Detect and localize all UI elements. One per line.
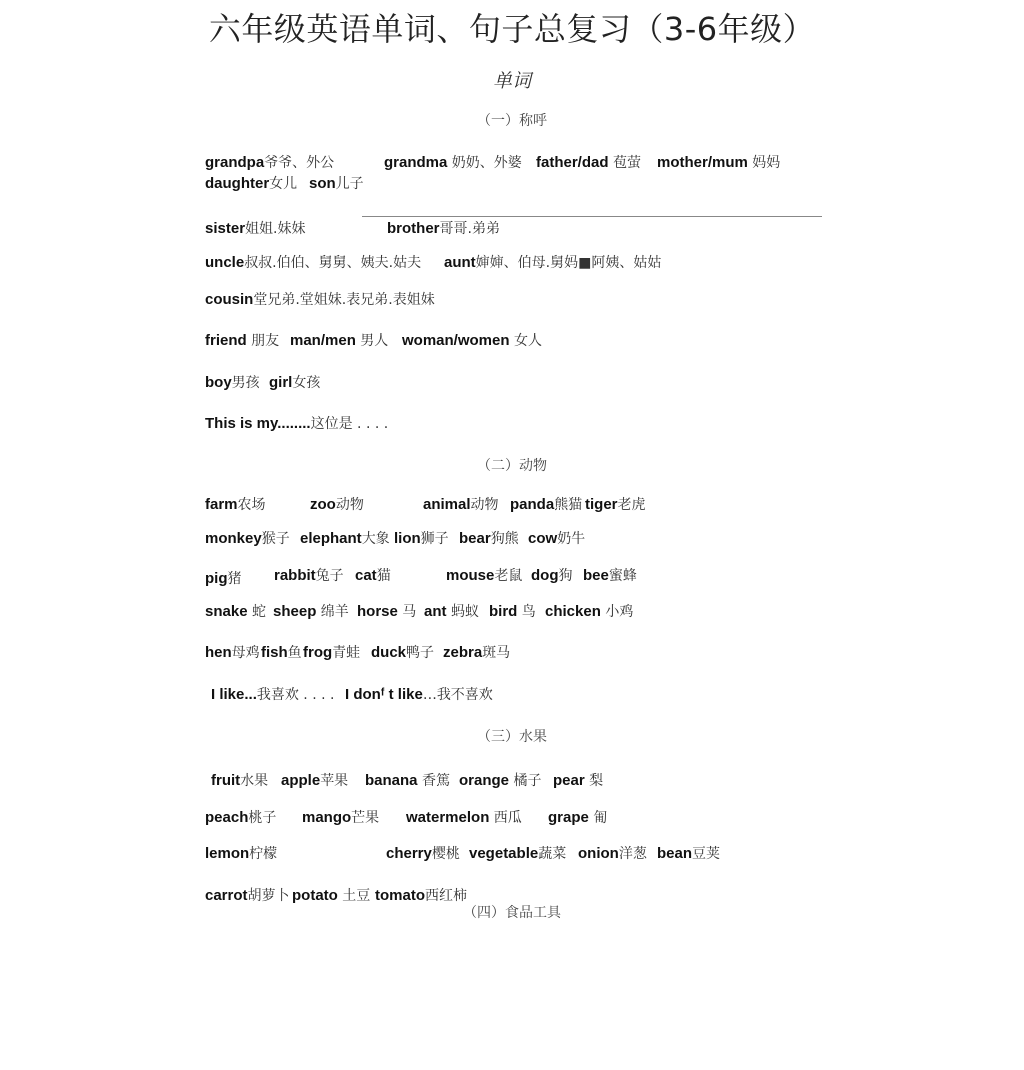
vocab-word: son [309, 175, 336, 192]
vocab-word: cousin [205, 291, 254, 308]
vocab-entry [394, 528, 449, 548]
vocab-entry [459, 770, 541, 790]
vocab-entry [489, 601, 536, 621]
vocab-meaning: 兔子 [315, 568, 344, 584]
vocab-meaning: 橘子 [509, 773, 542, 789]
vocab-entry [205, 372, 260, 392]
vocab-word: monkey [205, 530, 262, 547]
vocab-meaning: 苹果 [320, 773, 349, 789]
vocab-meaning: 梨 [584, 773, 604, 789]
vocab-entry [310, 494, 364, 514]
horizontal-rule [362, 216, 822, 217]
vocab-word: grape [548, 809, 589, 826]
vocab-meaning: 猴子 [261, 531, 290, 547]
vocab-entry [205, 494, 266, 514]
vocab-word: brother [387, 220, 440, 237]
vocab-meaning: 蚂蚁 [446, 604, 479, 620]
vocab-word: friend [205, 332, 247, 349]
vocab-entry [386, 843, 460, 863]
vocab-entry [273, 601, 349, 621]
vocab-word: I like... [211, 686, 257, 703]
vocab-entry [302, 807, 379, 827]
vocab-meaning: 婶婶、伯母.舅妈■阿姨、姑姑 [475, 255, 662, 271]
vocab-meaning: 动物 [470, 497, 499, 513]
vocab-entry [585, 494, 646, 514]
vocab-word: mango [302, 809, 352, 826]
vocab-meaning: 朋友 [246, 333, 280, 349]
vocab-meaning: 水果 [240, 773, 269, 789]
vocab-word: grandma [384, 154, 448, 171]
vocab-meaning: 小鸡 [600, 604, 634, 620]
vocab-word: grandpa [205, 154, 265, 171]
vocab-entry [261, 642, 302, 662]
vocab-entry [300, 528, 390, 548]
vocab-meaning: 狗 [558, 568, 573, 584]
vocab-meaning: 动物 [335, 497, 364, 513]
vocab-word: zoo [310, 496, 336, 513]
vocab-meaning: 香篤 [417, 773, 450, 789]
vocab-entry [444, 252, 661, 272]
vocab-entry [548, 807, 607, 827]
vocab-meaning: 青蛙 [332, 645, 361, 661]
vocab-entry [443, 642, 510, 662]
vocab-word: girl [269, 374, 293, 391]
vocab-meaning: 姐姐.妹妹 [245, 221, 306, 237]
vocab-entry [406, 807, 522, 827]
vocab-meaning: 猫 [376, 568, 391, 584]
vocab-meaning: 女孩 [292, 375, 321, 391]
page-title: 六年级英语单词、句子总复习（3-6年级） [208, 10, 816, 48]
vocab-word: fish [261, 644, 288, 661]
vocab-entry [269, 372, 320, 392]
vocab-word: potato [292, 887, 338, 904]
vocab-word: fruit [211, 772, 241, 789]
vocab-meaning: 爷爷、外公 [264, 155, 335, 171]
vocab-word: cat [355, 567, 377, 584]
vocab-entry [281, 770, 348, 790]
vocab-meaning: 狮子 [420, 531, 449, 547]
vocab-entry [357, 601, 416, 621]
vocab-word: farm [205, 496, 238, 513]
vocab-entry [657, 152, 780, 172]
vocab-word: pig [205, 570, 228, 587]
page-subtitle: 单词 [492, 70, 531, 92]
vocab-word: chicken [545, 603, 601, 620]
vocab-meaning: 西红柿 [425, 888, 467, 904]
vocab-meaning: 儿子 [335, 176, 364, 192]
vocab-meaning: 洋葱 [618, 846, 647, 862]
vocab-word: vegetable [469, 845, 539, 862]
vocab-meaning: 蜜蜂 [608, 568, 637, 584]
vocab-entry [205, 601, 266, 621]
vocab-meaning: 妈妈 [747, 155, 781, 171]
vocab-meaning: 叔叔.伯伯、舅舅、姨夫.姑夫 [244, 255, 422, 271]
vocab-word: hen [205, 644, 232, 661]
vocab-entry [205, 152, 334, 172]
vocab-entry [469, 843, 566, 863]
vocab-entry [459, 528, 519, 548]
vocab-word: sister [205, 220, 246, 237]
vocab-meaning: 绵羊 [316, 604, 349, 620]
vocab-entry [309, 173, 364, 193]
vocab-meaning: 樱桃 [431, 846, 460, 862]
vocab-word: elephant [300, 530, 362, 547]
vocab-entry [205, 173, 297, 193]
vocab-word: aunt [444, 254, 476, 271]
vocab-word: sheep [273, 603, 317, 620]
vocab-entry [387, 218, 500, 238]
vocab-meaning: 苞萤 [608, 155, 641, 171]
vocab-word: zebra [443, 644, 483, 661]
vocab-word: tomato [375, 887, 425, 904]
vocab-meaning: …我不喜欢 [422, 687, 493, 703]
vocab-meaning: 男人 [355, 333, 389, 349]
vocab-word: I donᶠ t like [345, 686, 423, 703]
vocab-meaning: 土豆 [337, 888, 371, 904]
vocab-word: mother/mum [657, 154, 748, 171]
vocab-entry [345, 684, 493, 704]
vocab-meaning: 蔬菜 [538, 846, 567, 862]
vocab-entry [384, 152, 522, 172]
vocab-word: lemon [205, 845, 250, 862]
vocab-entry [536, 152, 641, 172]
vocab-word: watermelon [406, 809, 490, 826]
vocab-entry [290, 330, 388, 350]
vocab-meaning: 狗熊 [490, 531, 519, 547]
vocab-meaning: 蛇 [247, 604, 266, 620]
vocab-meaning: 西瓜 [489, 810, 522, 826]
vocab-meaning: 熊猫 [554, 497, 583, 513]
vocab-word: animal [423, 496, 471, 513]
vocab-word: man/men [290, 332, 356, 349]
vocab-word: orange [459, 772, 510, 789]
section-heading-titles: （一）称呼 [477, 113, 547, 129]
vocab-word: lion [394, 530, 421, 547]
vocab-meaning: 斑马 [482, 645, 511, 661]
vocab-meaning: 柠檬 [249, 846, 278, 862]
vocab-meaning: 芒果 [351, 810, 380, 826]
vocab-word: dog [531, 567, 559, 584]
vocab-word: horse [357, 603, 398, 620]
section-heading-animals: （二）动物 [477, 458, 547, 474]
vocab-word: mouse [446, 567, 495, 584]
vocab-entry [205, 642, 260, 662]
vocab-meaning: 胡萝卜 [247, 888, 290, 904]
vocab-entry [510, 494, 582, 514]
vocab-word: cow [528, 530, 558, 547]
vocab-word: rabbit [274, 567, 316, 584]
vocab-word: bee [583, 567, 609, 584]
section-heading-food-tools: （四）食品工具 [463, 905, 561, 921]
vocab-word: peach [205, 809, 249, 826]
vocab-meaning: 我喜欢 . . . . [256, 687, 335, 703]
section-heading-fruits: （三）水果 [477, 729, 547, 745]
vocab-meaning: 桃子 [248, 810, 277, 826]
vocab-entry [402, 330, 542, 350]
vocab-word: cherry [386, 845, 432, 862]
vocab-entry [583, 565, 637, 585]
vocab-entry [446, 565, 522, 585]
vocab-entry [211, 770, 268, 790]
vocab-meaning: 老鼠 [494, 568, 523, 584]
vocab-entry [365, 770, 450, 790]
vocab-entry [205, 252, 421, 272]
vocab-meaning: 猪 [227, 571, 242, 587]
vocab-meaning: 母鸡 [231, 645, 260, 661]
vocab-entry [355, 565, 391, 585]
vocab-meaning: 匍 [588, 810, 608, 826]
vocab-entry [205, 528, 290, 548]
vocab-word: This is my........ [205, 415, 311, 432]
vocab-entry [531, 565, 573, 585]
vocab-word: panda [510, 496, 555, 513]
vocab-meaning: 鱼 [287, 645, 302, 661]
vocab-word: pear [553, 772, 585, 789]
vocab-entry [657, 843, 720, 863]
vocab-meaning: 女人 [509, 333, 542, 349]
vocab-meaning: 豆荚 [692, 846, 721, 862]
vocab-entry [205, 218, 305, 238]
vocab-meaning: 这位是 . . . . [310, 416, 389, 432]
vocab-entry [578, 843, 647, 863]
vocab-meaning: 女儿 [269, 176, 298, 192]
vocab-word: boy [205, 374, 232, 391]
vocab-meaning: 马 [397, 604, 417, 620]
vocab-meaning: 鸭子 [406, 645, 435, 661]
vocab-entry [545, 601, 633, 621]
vocab-word: bear [459, 530, 491, 547]
vocab-word: duck [371, 644, 407, 661]
vocab-entry [303, 642, 360, 662]
vocab-entry [371, 642, 434, 662]
vocab-word: tiger [585, 496, 618, 513]
vocab-meaning: 农场 [237, 497, 266, 513]
vocab-entry [211, 684, 334, 704]
vocab-word: bean [657, 845, 693, 862]
vocab-word: ant [424, 603, 447, 620]
vocab-meaning: 老虎 [617, 497, 646, 513]
vocab-entry [205, 568, 242, 588]
vocab-word: carrot [205, 887, 248, 904]
vocab-word: woman/women [402, 332, 510, 349]
vocab-meaning: 大象 [361, 531, 390, 547]
vocab-meaning: 鸟 [517, 604, 536, 620]
vocab-word: bird [489, 603, 518, 620]
vocab-meaning: 奶奶、外婆 [447, 155, 522, 171]
vocab-word: snake [205, 603, 248, 620]
vocab-entry [274, 565, 344, 585]
vocab-entry [205, 807, 276, 827]
vocab-word: apple [281, 772, 321, 789]
vocab-entry [205, 330, 279, 350]
vocab-meaning: 哥哥.弟弟 [439, 221, 500, 237]
vocab-meaning: 堂兄弟.堂姐妹.表兄弟.表姐妹 [253, 292, 435, 308]
vocab-entry [528, 528, 585, 548]
vocab-word: daughter [205, 175, 270, 192]
vocab-entry [423, 494, 499, 514]
vocab-entry [553, 770, 603, 790]
vocab-word: onion [578, 845, 619, 862]
vocab-entry [205, 413, 388, 433]
vocab-entry [205, 289, 435, 309]
vocab-meaning: 奶牛 [557, 531, 586, 547]
vocab-meaning: 男孩 [231, 375, 260, 391]
vocab-entry [424, 601, 479, 621]
vocab-entry [205, 843, 277, 863]
vocab-word: uncle [205, 254, 245, 271]
vocab-word: banana [365, 772, 418, 789]
vocab-word: father/dad [536, 154, 609, 171]
vocab-word: frog [303, 644, 333, 661]
